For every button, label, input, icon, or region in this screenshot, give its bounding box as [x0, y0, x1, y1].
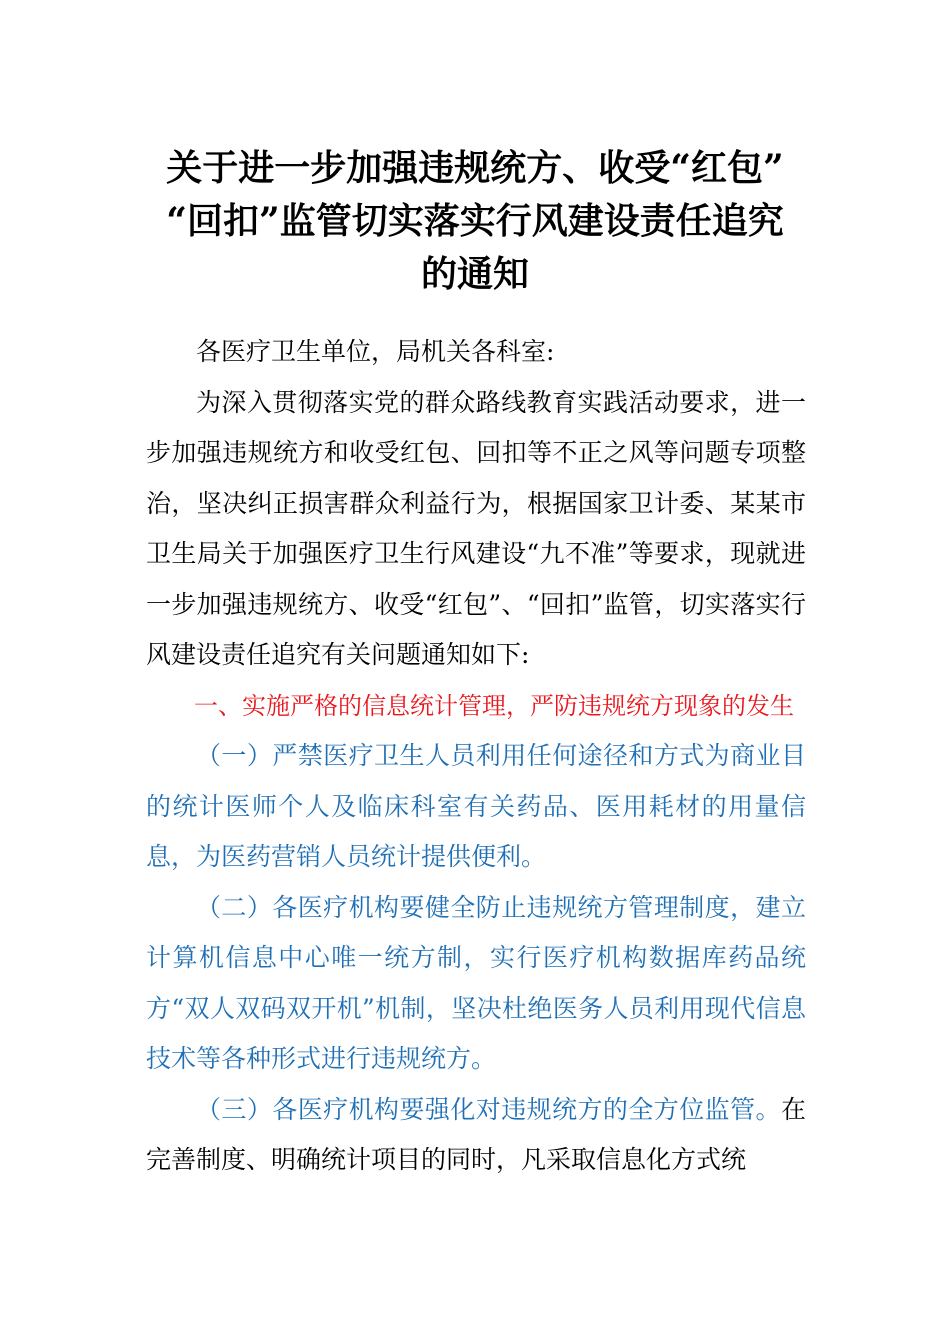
document-body [146, 327, 806, 1186]
item-3-continuation: 在完善制度、明确统计项目的同时，凡采取信息化方式统 [146, 1094, 806, 1174]
item-1-paragraph: （一）严禁医疗卫生人员利用任何途径和方式为商业目的统计医师个人及临床科室有关药品、医用耗材的用量信息，为医药营销人员统计提供便利。 [146, 741, 806, 871]
title-line-2: “回扣”监管切实落实行风建设责任追究 [166, 200, 784, 242]
item-2-paragraph: （二）各医疗机构要健全防止违规统方管理制度，建立计算机信息中心唯一统方制，实行医疗机构数据库药品统方“双人双码双开机”机制，坚决杜绝医务人员利用现代信息技术等各种形式进行违规统方。 [146, 892, 806, 1073]
item-3-lead: （三）各医疗机构要强化对违规统方的全方位监管。 [196, 1094, 781, 1124]
title-line-3: 的通知 [420, 253, 529, 295]
document-title [120, 142, 830, 301]
section-1-heading: 一、实施严格的信息统计管理，严防违规统方现象的发生 [194, 691, 794, 720]
salutation: 各医疗卫生单位，局机关各科室: [196, 337, 555, 366]
item-3-paragraph [146, 1085, 806, 1186]
title-line-1: 关于进一步加强违规统方、收受“红包” [166, 147, 784, 189]
intro-paragraph: 为深入贯彻落实党的群众路线教育实践活动要求，进一步加强违规统方和收受红包、回扣等不正之风等问题专项整治，坚决纠正损害群众利益行为，根据国家卫计委、某某市卫生局关于加强医疗卫生行风建设“九不准”等要求，现就进一步加强违规统方、收受“红包”、“回扣”监管，切实落实行风建设责任追究有关问题通知如下: [146, 387, 806, 669]
